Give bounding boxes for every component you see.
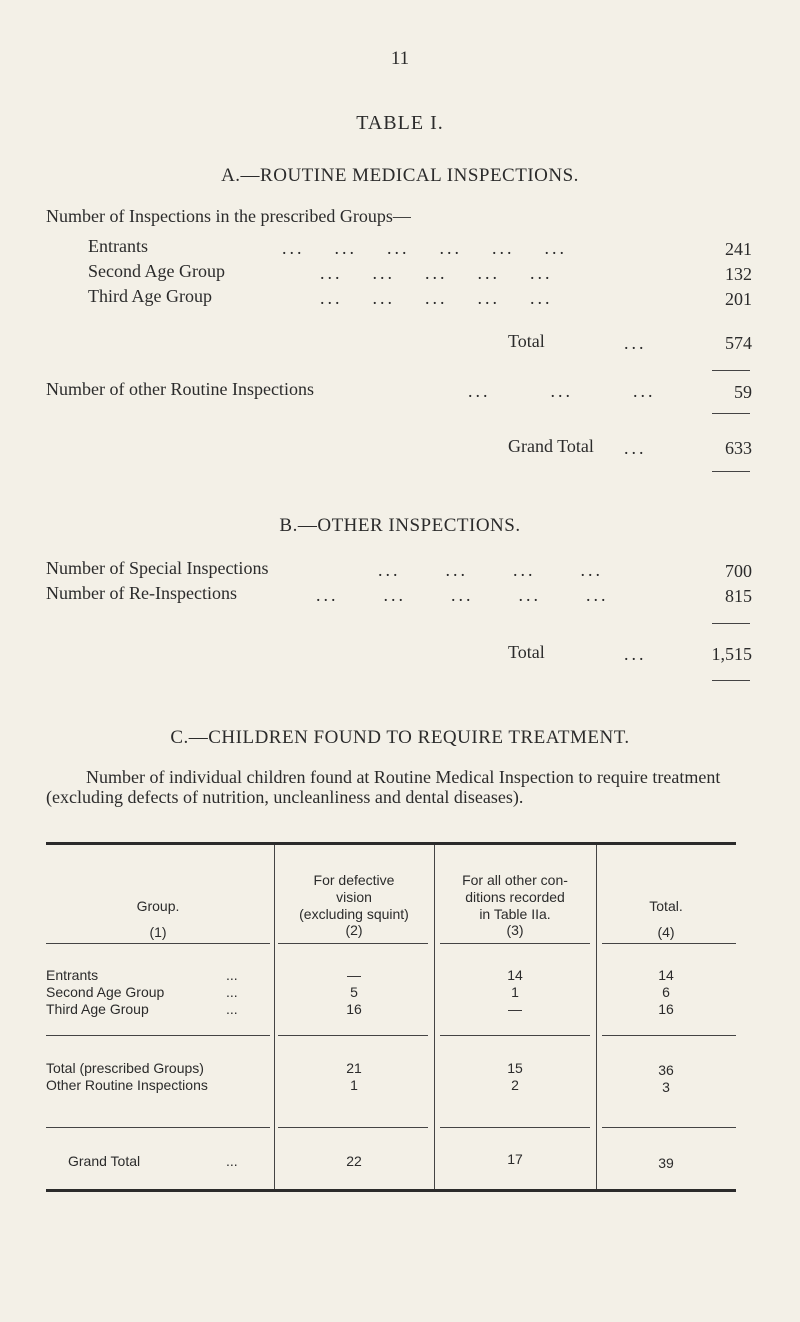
leader-dots: ... ... ... ... ... (320, 263, 553, 283)
row-label: Entrants (88, 236, 148, 256)
sum-rule (712, 680, 750, 681)
row-other: 14 (507, 967, 523, 983)
row-total: 39 (658, 1155, 674, 1171)
row-value: 201 (725, 289, 752, 309)
header-other-line2: ditions recorded (465, 889, 565, 905)
row-total: 14 (658, 967, 674, 983)
header-defective-num: (2) (345, 922, 363, 938)
leader-dots: ... (226, 984, 238, 1000)
header-other-line1: For all other con- (462, 872, 568, 888)
section-a-intro: Number of Inspections in the prescribed Groups— (46, 206, 411, 226)
sum-rule (712, 471, 750, 472)
header-rule (46, 943, 270, 944)
header-other-num: (3) (506, 922, 524, 938)
row-defective: — (347, 967, 361, 983)
header-group: Group. (136, 898, 180, 914)
row-group: Grand Total (68, 1153, 141, 1169)
row-total: 36 (658, 1062, 674, 1078)
row-total: 3 (662, 1079, 670, 1095)
row-label: Third Age Group (88, 286, 212, 306)
header-rule (278, 943, 428, 944)
other-value: 59 (734, 382, 752, 402)
row-label: Number of Special Inspections (46, 558, 269, 578)
leader-dots: ... ... ... ... ... ... (282, 238, 567, 258)
leader-dots: ... (226, 1001, 238, 1017)
grand-total-label: Grand Total (508, 436, 594, 456)
row-total: 6 (662, 984, 670, 1000)
row-defective: 16 (346, 1001, 362, 1017)
row-total: 16 (658, 1001, 674, 1017)
section-rule (440, 1127, 590, 1128)
sum-rule (712, 413, 750, 414)
row-other: — (508, 1001, 522, 1017)
page-title: TABLE I. (356, 112, 444, 134)
page-number: 11 (390, 48, 410, 69)
header-defective-line2: vision (336, 889, 372, 905)
row-other: 2 (511, 1077, 519, 1093)
leader-dots: ... (624, 333, 647, 353)
row-group: Other Routine Inspections (46, 1077, 208, 1093)
row-group: Entrants (46, 967, 99, 983)
leader-dots: ... (624, 644, 647, 664)
section-c-paragraph: Number of individual children found at Routine Medical Inspection to require treatment (excluding defects of nutrition, uncleanliness and dental diseases). (46, 767, 721, 807)
sum-rule (712, 623, 750, 624)
total-value: 1,515 (711, 644, 752, 664)
row-value: 132 (725, 264, 752, 284)
leader-dots: ... (226, 967, 238, 983)
header-defective-line3: (excluding squint) (299, 906, 409, 922)
header-rule (440, 943, 590, 944)
section-rule (440, 1035, 590, 1036)
row-label: Second Age Group (88, 261, 225, 281)
leader-dots: ... (624, 438, 647, 458)
grand-total-value: 633 (725, 438, 752, 458)
section-a-heading: A.—ROUTINE MEDICAL INSPECTIONS. (221, 165, 579, 186)
row-defective: 5 (350, 984, 358, 1000)
row-defective: 22 (346, 1153, 362, 1169)
total-value: 574 (725, 333, 752, 353)
total-label: Total (508, 331, 545, 351)
row-other: 17 (507, 1151, 523, 1167)
section-rule (602, 1127, 736, 1128)
section-rule (278, 1127, 428, 1128)
row-value: 700 (725, 561, 752, 581)
leader-dots: ... ... ... ... ... (316, 585, 609, 605)
row-label: Number of Re-Inspections (46, 583, 237, 603)
section-rule (46, 1127, 270, 1128)
section-rule (602, 1035, 736, 1036)
header-defective-line1: For defective (313, 872, 395, 888)
header-total-num: (4) (657, 924, 675, 940)
row-value: 241 (725, 239, 752, 259)
total-label: Total (508, 642, 545, 662)
table-top-rule (46, 842, 736, 845)
row-group: Second Age Group (46, 984, 165, 1000)
table-bottom-rule (46, 1189, 736, 1192)
header-rule (602, 943, 736, 944)
leader-dots: ... ... ... ... (378, 560, 603, 580)
row-group: Total (prescribed Groups) (46, 1060, 204, 1076)
treatment-table (46, 842, 736, 1192)
section-rule (278, 1035, 428, 1036)
section-rule (46, 1035, 270, 1036)
header-other-line3: in Table IIa. (479, 906, 551, 922)
leader-dots: ... ... ... ... ... (320, 288, 553, 308)
row-other: 15 (507, 1060, 523, 1076)
header-group-num: (1) (149, 924, 167, 940)
leader-dots: ... ... ... (468, 381, 656, 401)
row-value: 815 (725, 586, 752, 606)
row-other: 1 (511, 984, 519, 1000)
leader-dots: ... (226, 1153, 238, 1169)
sum-rule (712, 370, 750, 371)
row-group: Third Age Group (46, 1001, 149, 1017)
row-defective: 21 (346, 1060, 362, 1076)
header-total: Total. (649, 898, 683, 914)
other-label: Number of other Routine Inspections (46, 379, 314, 399)
row-defective: 1 (350, 1077, 358, 1093)
section-b-heading: B.—OTHER INSPECTIONS. (279, 515, 521, 536)
section-c-heading: C.—CHILDREN FOUND TO REQUIRE TREATMENT. (170, 727, 630, 748)
column-divider (596, 845, 597, 1189)
